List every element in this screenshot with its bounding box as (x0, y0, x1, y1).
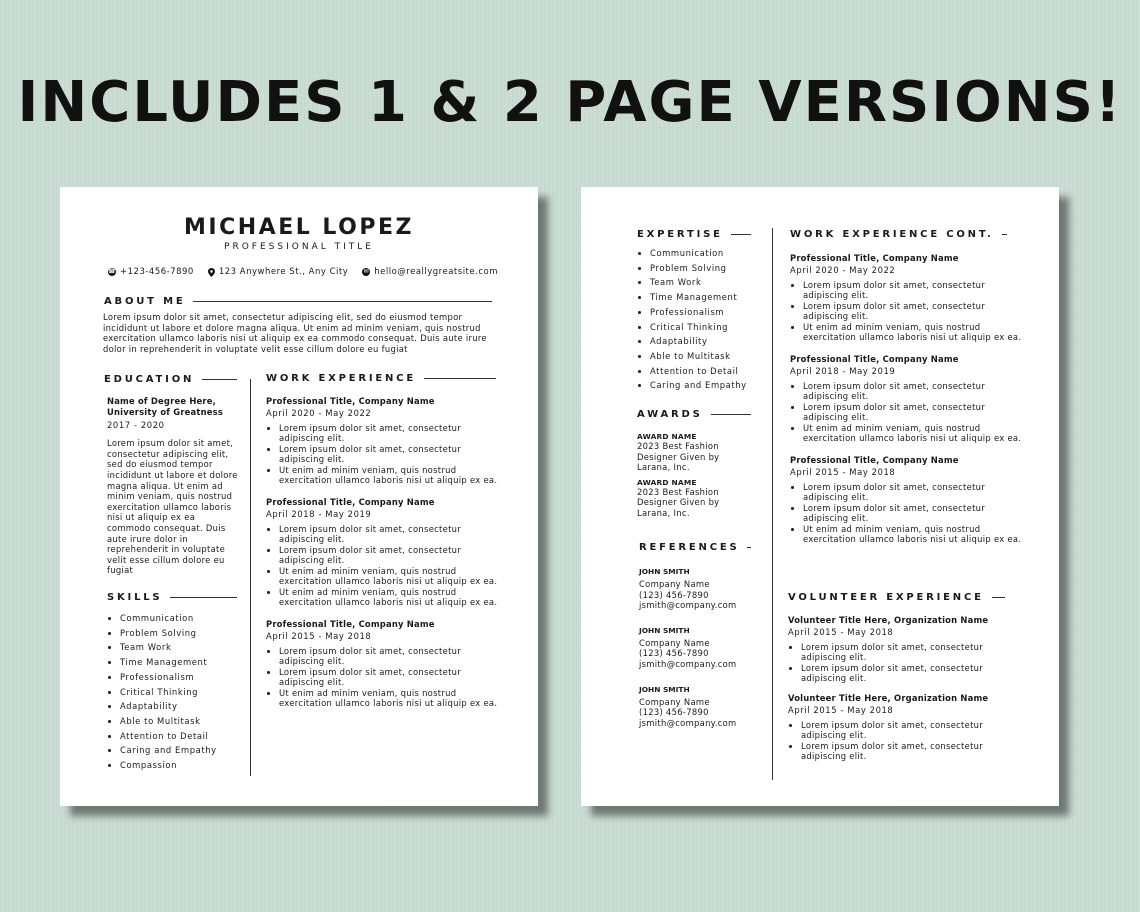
volunteer-list (788, 615, 1020, 770)
section-heading-education (104, 374, 237, 385)
school-name: University of Greatness (107, 406, 224, 417)
job-bullet: • Lorem ipsum dolor sit amet, consectetur adipiscing elit. (803, 402, 1022, 423)
resume-name: MICHAEL LOPEZ (184, 215, 414, 240)
headline: INCLUDES 1 & 2 PAGE VERSIONS! (17, 70, 1123, 135)
job-title: Professional Title, Company Name (790, 353, 959, 364)
work-heading-text: WORK EXPERIENCE (266, 373, 416, 384)
job-bullet: • Ut enim ad minim veniam, quis nostrud exercitation ullamco laboris nisi ut aliquip ex ea. (279, 566, 498, 587)
job-bullet: • Lorem ipsum dolor sit amet, consectetur adipiscing elit. (279, 444, 498, 465)
reference-entry (639, 626, 769, 670)
reference-phone: (123) 456-7890 (639, 589, 709, 600)
section-heading-expertise (637, 229, 751, 240)
education-heading-text: EDUCATION (104, 374, 195, 385)
job-title: Professional Title, Company Name (790, 454, 959, 465)
about-text: Lorem ipsum dolor sit amet, consectetur adipiscing elit, sed do eiusmod tempor incididunt ut labore et dolore magna aliqua. Ut enim ad minim veniam, quis nostrud exercitation ullamco laboris nisi ut aliquip ex ea commodo consequat. Duis aute irure dolor in reprehenderit in voluptate velit esse cillum dolore eu fugiat (103, 312, 487, 354)
divider (711, 414, 751, 415)
list-item: • Able to Multitask (120, 714, 242, 729)
job-entry (790, 253, 1022, 343)
list-item: • Attention to Detail (120, 729, 242, 744)
job-bullets (266, 646, 498, 709)
reference-email: jsmith@company.com (639, 600, 737, 611)
award-name: AWARD NAME (637, 477, 697, 487)
reference-email: jsmith@company.com (639, 658, 737, 669)
job-dates: April 2015 - May 2018 (788, 627, 894, 637)
contact-address (208, 267, 348, 277)
section-heading-skills (107, 592, 237, 603)
job-title: Professional Title, Company Name (266, 396, 435, 406)
list-item: • Attention to Detail (650, 364, 767, 379)
award-entry (637, 432, 767, 473)
job-entry (790, 354, 1022, 444)
list-item: • Team Work (650, 275, 767, 290)
about-heading-text: ABOUT ME (104, 296, 186, 307)
section-heading-awards (637, 409, 751, 420)
phone-icon: ☎ (108, 268, 116, 275)
skills-list (107, 611, 242, 773)
job-bullets (790, 482, 1022, 545)
list-item: • Team Work (120, 640, 242, 655)
list-item: • Communication (650, 246, 767, 261)
job-dates: April 2015 - May 2018 (266, 630, 372, 641)
reference-name: JOHN SMITH (639, 625, 690, 635)
list-item: • Professionalism (120, 670, 242, 685)
job-title: Volunteer Title Here, Organization Name (788, 615, 989, 625)
references-list (639, 567, 769, 743)
reference-company: Company Name (639, 637, 710, 648)
skills-heading-text: SKILLS (107, 592, 163, 603)
divider (992, 597, 1005, 598)
job-bullet: • Ut enim ad minim veniam, quis nostrud exercitation ullamco laboris nisi ut aliquip ex ea. (279, 688, 498, 709)
job-bullet: • Ut enim ad minim veniam, quis nostrud exercitation ullamco laboris nisi ut aliquip ex ea. (279, 587, 498, 608)
degree-name: Name of Degree Here, (107, 396, 217, 406)
location-pin-icon (208, 268, 215, 277)
divider (193, 301, 492, 302)
job-bullets (266, 524, 498, 608)
reference-entry (639, 567, 769, 611)
email-icon: ✉ (363, 268, 370, 275)
job-bullet: • Lorem ipsum dolor sit amet, consectetur adipiscing elit. (801, 720, 1020, 741)
divider (1002, 234, 1007, 235)
job-bullet: • Lorem ipsum dolor sit amet, consectetur adipiscing elit. (279, 524, 498, 545)
professional-title: PROFESSIONAL TITLE (224, 242, 374, 252)
resume-page-two (581, 187, 1059, 806)
job-dates: April 2015 - May 2018 (790, 466, 896, 477)
job-bullet: • Lorem ipsum dolor sit amet, consectetur adipiscing elit. (803, 280, 1022, 301)
education-text: Lorem ipsum dolor sit amet, consectetur adipiscing elit, sed do eiusmod tempor incididunt ut labore et dolore magna aliqua. Ut enim ad minim veniam, quis nostrud exercitation ullamco laboris nisi ut aliquip ex ea commodo consequat. Duis aute irure dolor in reprehenderit in voluptate velit esse cillum dolore eu fugiat (107, 438, 238, 576)
reference-email: jsmith@company.com (639, 717, 737, 728)
list-item: • Adaptability (120, 699, 242, 714)
list-item: • Critical Thinking (120, 685, 242, 700)
work-cont-heading-text: WORK EXPERIENCE CONT. (790, 229, 994, 240)
job-bullets (788, 720, 1020, 762)
job-entry (790, 455, 1022, 545)
address-text: 123 Anywhere St., Any City (218, 267, 349, 277)
job-bullet: • Ut enim ad minim veniam, quis nostrud exercitation ullamco laboris nisi ut aliquip ex ea. (803, 322, 1022, 343)
job-title: Professional Title, Company Name (266, 496, 435, 507)
job-bullets (266, 423, 498, 486)
job-bullet: • Lorem ipsum dolor sit amet, consectetur adipiscing elit. (803, 503, 1022, 524)
column-divider (772, 228, 773, 780)
list-item: • Adaptability (650, 334, 767, 349)
job-bullet: • Lorem ipsum dolor sit amet, consectetur adipiscing elit. (279, 667, 498, 688)
expertise-heading-text: EXPERTISE (637, 229, 723, 240)
reference-company: Company Name (639, 579, 710, 589)
column-divider (250, 379, 251, 776)
award-line: Designer Given by (637, 451, 720, 462)
reference-phone: (123) 456-7890 (639, 648, 709, 659)
job-title: Volunteer Title Here, Organization Name (788, 692, 989, 703)
job-bullets (790, 280, 1022, 343)
reference-phone: (123) 456-7890 (639, 707, 709, 718)
award-line: Designer Given by (637, 497, 720, 508)
job-dates: April 2020 - May 2022 (790, 265, 896, 275)
skills-list-container (107, 611, 242, 773)
job-dates: April 2015 - May 2018 (788, 704, 894, 715)
education-block (107, 396, 239, 576)
divider (170, 597, 237, 598)
list-item: • Problem Solving (120, 626, 242, 641)
job-bullet: • Lorem ipsum dolor sit amet, consectetur adipiscing elit. (803, 482, 1022, 503)
job-bullets (790, 381, 1022, 444)
award-line: 2023 Best Fashion (637, 486, 719, 497)
job-dates: April 2018 - May 2019 (266, 508, 372, 519)
divider (424, 378, 496, 379)
phone-text: +123-456-7890 (120, 267, 194, 277)
reference-name: JOHN SMITH (639, 567, 690, 576)
job-entry (788, 693, 1020, 762)
award-line: Larana, Inc. (637, 462, 690, 473)
job-bullet: • Lorem ipsum dolor sit amet, consectetur adipiscing elit. (279, 423, 498, 444)
job-title: Professional Title, Company Name (266, 618, 435, 629)
job-bullets (788, 642, 1020, 684)
resume-page-one (60, 187, 538, 806)
list-item: • Critical Thinking (650, 320, 767, 335)
award-name: AWARD NAME (637, 432, 697, 441)
job-bullet: • Ut enim ad minim veniam, quis nostrud exercitation ullamco laboris nisi ut aliquip ex ea. (279, 465, 498, 486)
job-bullet: • Lorem ipsum dolor sit amet, consectetur adipiscing elit. (801, 741, 1020, 762)
work-experience-list (266, 396, 498, 719)
divider (731, 234, 751, 235)
divider (202, 379, 237, 380)
job-bullet: • Lorem ipsum dolor sit amet, consectetur adipiscing elit. (801, 642, 1020, 663)
expertise-list (637, 246, 767, 393)
section-heading-volunteer (788, 592, 1005, 603)
job-dates: April 2020 - May 2022 (266, 408, 372, 418)
list-item: • Compassion (120, 758, 242, 773)
email-text: hello@reallygreatsite.com (374, 267, 498, 277)
contact-email (362, 267, 498, 277)
contact-phone (108, 267, 194, 277)
list-item: • Caring and Empathy (120, 743, 242, 758)
list-item: • Able to Multitask (650, 349, 767, 364)
job-bullet: • Ut enim ad minim veniam, quis nostrud exercitation ullamco laboris nisi ut aliquip ex ea. (803, 524, 1022, 545)
reference-entry (639, 685, 769, 729)
job-bullet: • Ut enim ad minim veniam, quis nostrud exercitation ullamco laboris nisi ut aliquip ex ea. (803, 423, 1022, 444)
job-entry (266, 497, 498, 608)
section-heading-references (639, 542, 751, 553)
list-item: • Time Management (120, 655, 242, 670)
job-title: Professional Title, Company Name (790, 253, 959, 263)
list-item: • Communication (120, 611, 242, 626)
section-heading-work-experience (266, 373, 496, 384)
job-bullet: • Lorem ipsum dolor sit amet, consectetur adipiscing elit. (803, 381, 1022, 402)
job-bullet: • Lorem ipsum dolor sit amet, consectetur adipiscing elit. (279, 545, 498, 566)
list-item: • Problem Solving (650, 261, 767, 276)
award-line: 2023 Best Fashion (637, 441, 719, 451)
contact-bar (108, 267, 498, 277)
work-experience-cont-list (790, 253, 1022, 555)
award-entry (637, 478, 767, 519)
expertise-list-container (637, 246, 767, 393)
job-entry (788, 615, 1020, 684)
award-line: Larana, Inc. (637, 507, 690, 518)
education-years: 2017 - 2020 (107, 420, 165, 431)
reference-company: Company Name (639, 696, 710, 707)
job-bullet: • Lorem ipsum dolor sit amet, consectetur adipiscing elit. (279, 646, 498, 667)
volunteer-heading-text: VOLUNTEER EXPERIENCE (788, 592, 984, 603)
list-item: • Professionalism (650, 305, 767, 320)
job-bullet: • Lorem ipsum dolor sit amet, consectetur adipiscing elit. (803, 301, 1022, 322)
job-dates: April 2018 - May 2019 (790, 365, 896, 376)
reference-name: JOHN SMITH (639, 684, 690, 694)
job-entry (266, 619, 498, 709)
section-heading-work-experience-cont (790, 229, 1007, 240)
awards-heading-text: AWARDS (637, 409, 703, 420)
list-item: • Time Management (650, 290, 767, 305)
job-entry (266, 396, 498, 486)
divider (747, 547, 751, 548)
section-heading-about (104, 296, 492, 307)
list-item: • Caring and Empathy (650, 378, 767, 393)
awards-list (637, 432, 767, 524)
job-bullet: • Lorem ipsum dolor sit amet, consectetur adipiscing elit. (801, 663, 1020, 684)
references-heading-text: REFERENCES (639, 542, 740, 553)
